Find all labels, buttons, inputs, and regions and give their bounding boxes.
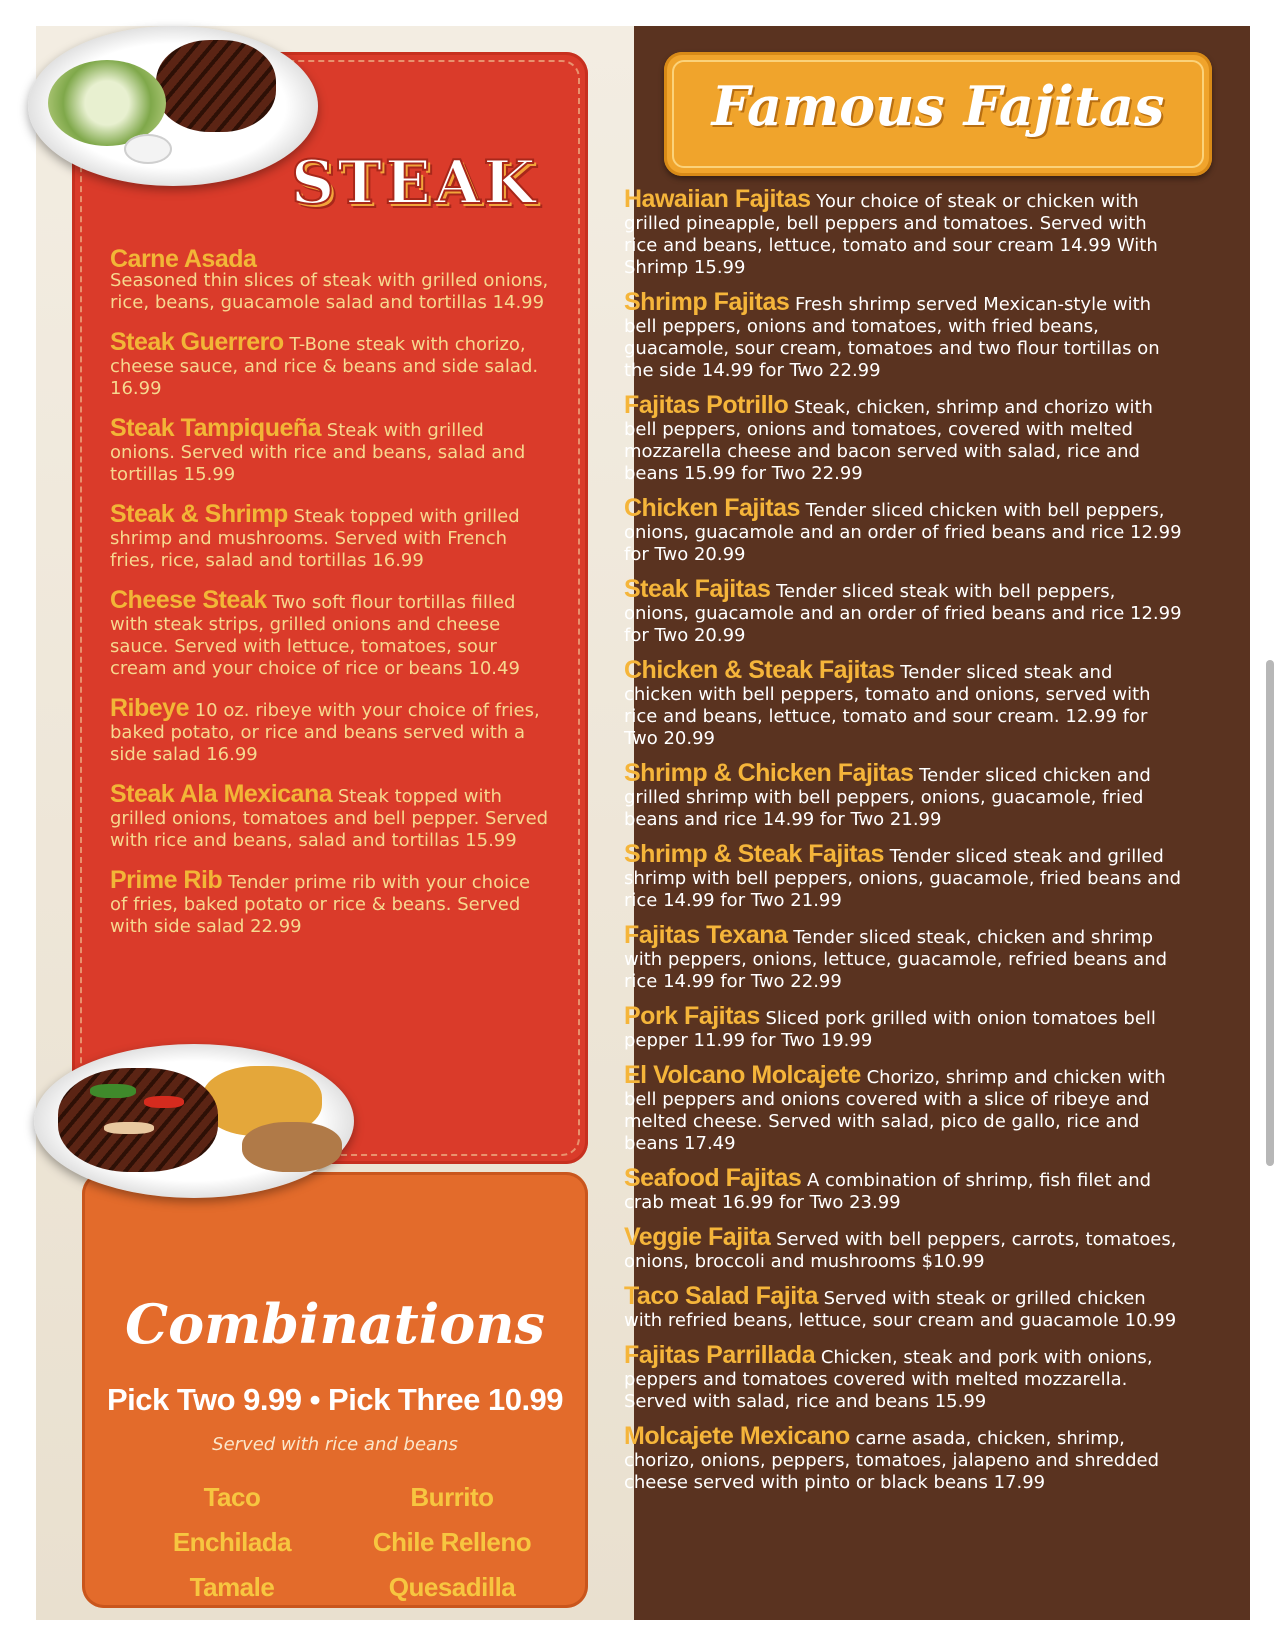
fajita-item [624, 575, 1184, 647]
item-description: Two soft flour tortillas filled with steak strips, grilled onions and cheese sauce. Served with lettuce, tomatoes, sour cream and your choice of rice or beans 10.49 [110, 592, 520, 679]
item-description: Served with steak or grilled chicken with refried beans, lettuce, sour cream and guacamole 10.99 [624, 1288, 1177, 1331]
fajita-item [624, 391, 1184, 485]
item-description: Tender sliced chicken with bell peppers, onions, guacamole and an order of fried beans and rice 12.99 for Two 20.99 [624, 500, 1182, 565]
fajitas-title: Famous Fajitas [711, 74, 1165, 138]
steak-meat [156, 40, 276, 132]
steak-items-list [110, 245, 550, 955]
combo-option: Burrito [410, 1482, 494, 1512]
fajita-item [624, 1002, 1184, 1052]
combo-option: Quesadilla [388, 1572, 516, 1602]
item-name: Shrimp Fajitas [624, 288, 790, 316]
fajita-item [624, 288, 1184, 382]
item-description: Steak topped with grilled onions, tomatoes and bell pepper. Served with rice and beans, salad and tortillas 15.99 [110, 786, 549, 851]
item-description: 10 oz. ribeye with your choice of fries, baked potato, or rice and beans served with a side salad 16.99 [110, 700, 540, 765]
item-description: Tender sliced steak, chicken and shrimp with peppers, onions, lettuce, guacamole, refried beans and rice 14.99 for Two 22.99 [624, 927, 1168, 992]
item-description: Chorizo, shrimp and chicken with bell peppers and onions covered with a slice of ribeye and melted cheese. Served with salad, pico de gallo, rice and beans 17.49 [624, 1067, 1166, 1154]
item-name: Fajitas Parrillada [624, 1341, 816, 1369]
item-name: Hawaiian Fajitas [624, 185, 811, 213]
steak-item [110, 414, 550, 486]
item-name: Steak Tampiqueña [110, 414, 322, 442]
item-name: Steak Fajitas [624, 575, 771, 603]
item-name: Molcajete Mexicano [624, 1422, 850, 1450]
combo-option: Taco [203, 1482, 261, 1512]
fajita-plate-image [34, 1044, 354, 1198]
item-name: Prime Rib [110, 866, 223, 894]
item-name: Seafood Fajitas [624, 1164, 802, 1192]
item-description: Steak, chicken, shrimp and chorizo with bell peppers, onions and tomatoes, covered with melted mozzarella cheese and bacon served with salad, rice and beans 15.99 for Two 22.99 [624, 397, 1153, 484]
fajita-item [624, 1061, 1184, 1155]
item-description: A combination of shrimp, fish filet and crab meat 16.99 for Two 23.99 [624, 1170, 1152, 1213]
red-pepper [144, 1096, 184, 1108]
item-description: Steak with grilled onions. Served with rice and beans, salad and tortillas 15.99 [110, 420, 526, 485]
combinations-pricing: Pick Two 9.99 • Pick Three 10.99 [106, 1382, 564, 1417]
steak-item [110, 245, 550, 314]
beans [242, 1122, 342, 1172]
item-description: Served with bell peppers, carrots, tomatoes, onions, broccoli and mushrooms $10.99 [624, 1229, 1177, 1272]
fajita-meat [58, 1068, 218, 1172]
combinations-panel [82, 1172, 588, 1608]
fajita-item [624, 1282, 1184, 1332]
steak-item [110, 500, 550, 572]
item-name: Taco Salad Fajita [624, 1282, 818, 1310]
steak-item [110, 586, 550, 680]
combinations-options [122, 1482, 562, 1603]
item-description: Seasoned thin slices of steak with grilled onions, rice, beans, guacamole salad and tortillas 14.99 [110, 270, 549, 313]
item-description: Tender sliced chicken and grilled shrimp with bell peppers, onions, guacamole, fried beans and rice 14.99 for Two 21.99 [624, 765, 1151, 830]
item-description: Chicken, steak and pork with onions, peppers and tomatoes covered with melted mozzarella. Served with salad, rice and beans 15.99 [624, 1347, 1153, 1412]
steak-plate-image [28, 26, 318, 186]
item-name: Veggie Fajita [624, 1223, 771, 1251]
fajita-item [624, 840, 1184, 912]
scrollbar[interactable] [1266, 660, 1274, 1166]
item-description: Steak topped with grilled shrimp and mushrooms. Served with French fries, rice, salad and tortillas 16.99 [110, 506, 520, 571]
onion [104, 1122, 154, 1134]
item-description: Your choice of steak or chicken with grilled pineapple, bell peppers and tomatoes. Served with rice and beans, lettuce, tomato and sour cream 14.99 With Shrimp 15.99 [624, 191, 1158, 278]
item-name: Steak Guerrero [110, 328, 284, 356]
item-name: Ribeye [110, 694, 189, 722]
combinations-served-note: Served with rice and beans [212, 1434, 458, 1455]
fajita-item [624, 1341, 1184, 1413]
green-pepper [90, 1084, 136, 1098]
fajita-item [624, 185, 1184, 279]
fajita-item [624, 1422, 1184, 1494]
menu-page [36, 26, 1250, 1620]
steak-title: STEAK [291, 148, 539, 218]
item-description: Tender sliced steak and grilled shrimp with bell peppers, onions, guacamole, fried beans and rice 14.99 for Two 21.99 [624, 846, 1182, 911]
item-name: Cheese Steak [110, 586, 267, 614]
fajita-item [624, 494, 1184, 566]
steak-item [110, 694, 550, 766]
combinations-title: Combinations [125, 1292, 545, 1356]
item-name: Shrimp & Chicken Fajitas [624, 759, 914, 787]
fajita-item [624, 759, 1184, 831]
item-description: Tender prime rib with your choice of fries, baked potato or rice & beans. Served with side salad 22.99 [110, 872, 531, 937]
item-name: Steak Ala Mexicana [110, 780, 333, 808]
item-description: carne asada, chicken, shrimp, chorizo, onions, peppers, tomatoes, jalapeno and shredded cheese served with pinto or black beans 17.99 [624, 1428, 1160, 1493]
steak-item [110, 328, 550, 400]
item-name: Steak & Shrimp [110, 500, 288, 528]
item-description: Sliced pork grilled with onion tomatoes bell pepper 11.99 for Two 19.99 [624, 1008, 1156, 1051]
fajita-item [624, 1164, 1184, 1214]
item-name: Chicken Fajitas [624, 494, 800, 522]
fajita-item [624, 1223, 1184, 1273]
item-description: Fresh shrimp served Mexican-style with bell peppers, onions and tomatoes, with fried beans, guacamole, sour cream, tomatoes and two flour tortillas on the side 14.99 for Two 22.99 [624, 294, 1160, 381]
fajitas-items-list [624, 185, 1184, 1506]
item-description: T-Bone steak with chorizo, cheese sauce, and rice & beans and side salad. 16.99 [110, 334, 539, 399]
item-name: Fajitas Potrillo [624, 391, 789, 419]
item-name: Carne Asada [110, 245, 257, 273]
sour-cream-cup [124, 134, 172, 164]
item-name: Fajitas Texana [624, 921, 788, 949]
combo-option: Chile Relleno [372, 1527, 532, 1557]
item-name: Chicken & Steak Fajitas [624, 656, 895, 684]
item-name: Shrimp & Steak Fajitas [624, 840, 884, 868]
steak-item [110, 866, 550, 938]
combo-option: Tamale [189, 1572, 275, 1602]
fajita-item [624, 656, 1184, 750]
steak-item [110, 780, 550, 852]
fajitas-banner [664, 52, 1212, 176]
fajita-item [624, 921, 1184, 993]
item-description: Tender sliced steak and chicken with bell peppers, tomato and onions, served with rice and beans, lettuce, tomato and sour cream. 12.99 for Two 20.99 [624, 662, 1151, 749]
combo-option: Enchilada [172, 1527, 292, 1557]
item-name: El Volcano Molcajete [624, 1061, 861, 1089]
item-description: Tender sliced steak with bell peppers, onions, guacamole and an order of fried beans and rice 12.99 for Two 20.99 [624, 581, 1182, 646]
item-name: Pork Fajitas [624, 1002, 760, 1030]
